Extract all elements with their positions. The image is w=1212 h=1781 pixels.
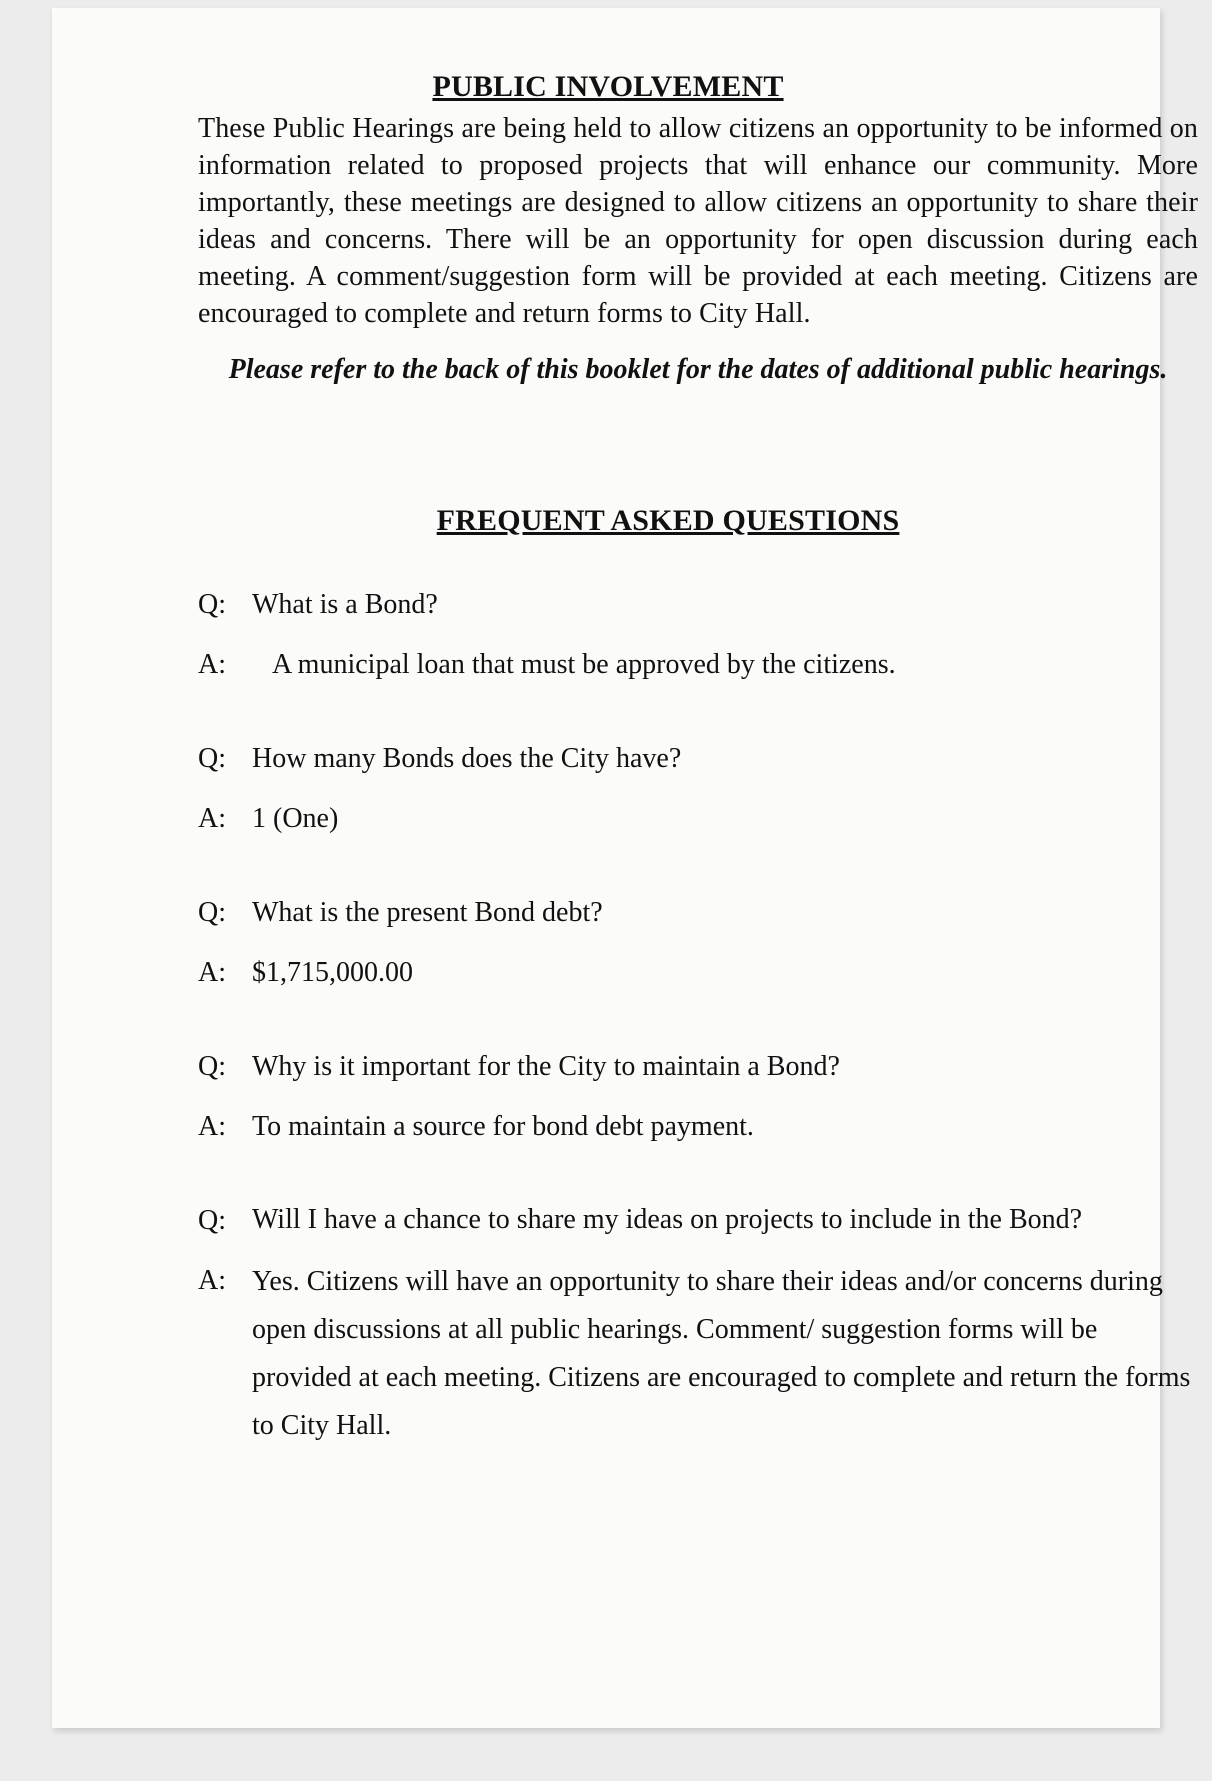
faq-item (198, 1044, 1198, 1150)
question-label: Q: (198, 743, 226, 774)
faq-question: How many Bonds does the City have? (252, 743, 682, 774)
question-label: Q: (198, 1051, 226, 1082)
faq-question: What is the present Bond debt? (252, 897, 603, 928)
faq-question-row (198, 736, 1198, 782)
faq-question: Will I have a chance to share my ideas on projects to include in the Bond? (252, 1204, 1083, 1235)
public-involvement-heading: PUBLIC INVOLVEMENT (432, 70, 784, 103)
faq-answer: Yes. Citizens will have an opportunity to share their ideas and/or concerns during open discussions at all public hearings. Comment/ suggestion forms will be provided at each meeting. Citizens are encouraged to complete and return the forms to City Hall. (252, 1266, 1191, 1441)
faq-question-row (198, 1044, 1198, 1090)
question-label: Q: (198, 897, 226, 928)
faq-item (198, 736, 1198, 842)
faq-answer-row (198, 950, 1198, 996)
answer-label: A: (198, 1265, 226, 1296)
faq-answer: 1 (One) (252, 803, 339, 834)
faq-question-row (198, 890, 1198, 936)
faq-question: Why is it important for the City to maintain a Bond? (252, 1051, 840, 1082)
faq-answer-row (198, 642, 1198, 688)
faq-answer-row (198, 796, 1198, 842)
answer-label: A: (198, 649, 226, 680)
faq-question-row (198, 582, 1198, 628)
faq-item (198, 582, 1198, 688)
faq-item (198, 890, 1198, 996)
faq-answer-row (198, 1104, 1198, 1150)
answer-label: A: (198, 1111, 226, 1142)
faq-list (198, 582, 1198, 1450)
faq-question-row (198, 1198, 1198, 1244)
faq-answer: A municipal loan that must be approved by the citizens. (272, 649, 896, 680)
page-content (198, 70, 1198, 1498)
public-involvement-body: These Public Hearings are being held to allow citizens an opportunity to be informed on information related to proposed projects that will enhance our community. More importantly, these meetings are designed to allow citizens an opportunity to share their ideas and concerns. There will be an opportunity for open discussion during each meeting. A comment/suggestion form will be provided at each meeting. Citizens are encouraged to complete and return forms to City Hall. (198, 113, 1198, 329)
answer-label: A: (198, 803, 226, 834)
answer-label: A: (198, 957, 226, 988)
question-label: Q: (198, 589, 226, 620)
additional-hearings-note: Please refer to the back of this booklet for the dates of additional public hearings. (228, 354, 1168, 385)
faq-item (198, 1198, 1198, 1450)
faq-answer-row (198, 1258, 1198, 1450)
faq-question: What is a Bond? (252, 589, 438, 620)
document-page (52, 8, 1198, 1728)
faq-answer: $1,715,000.00 (252, 957, 413, 988)
question-label: Q: (198, 1205, 226, 1236)
faq-answer: To maintain a source for bond debt payment. (252, 1111, 754, 1142)
faq-heading: FREQUENT ASKED QUESTIONS (436, 504, 900, 537)
